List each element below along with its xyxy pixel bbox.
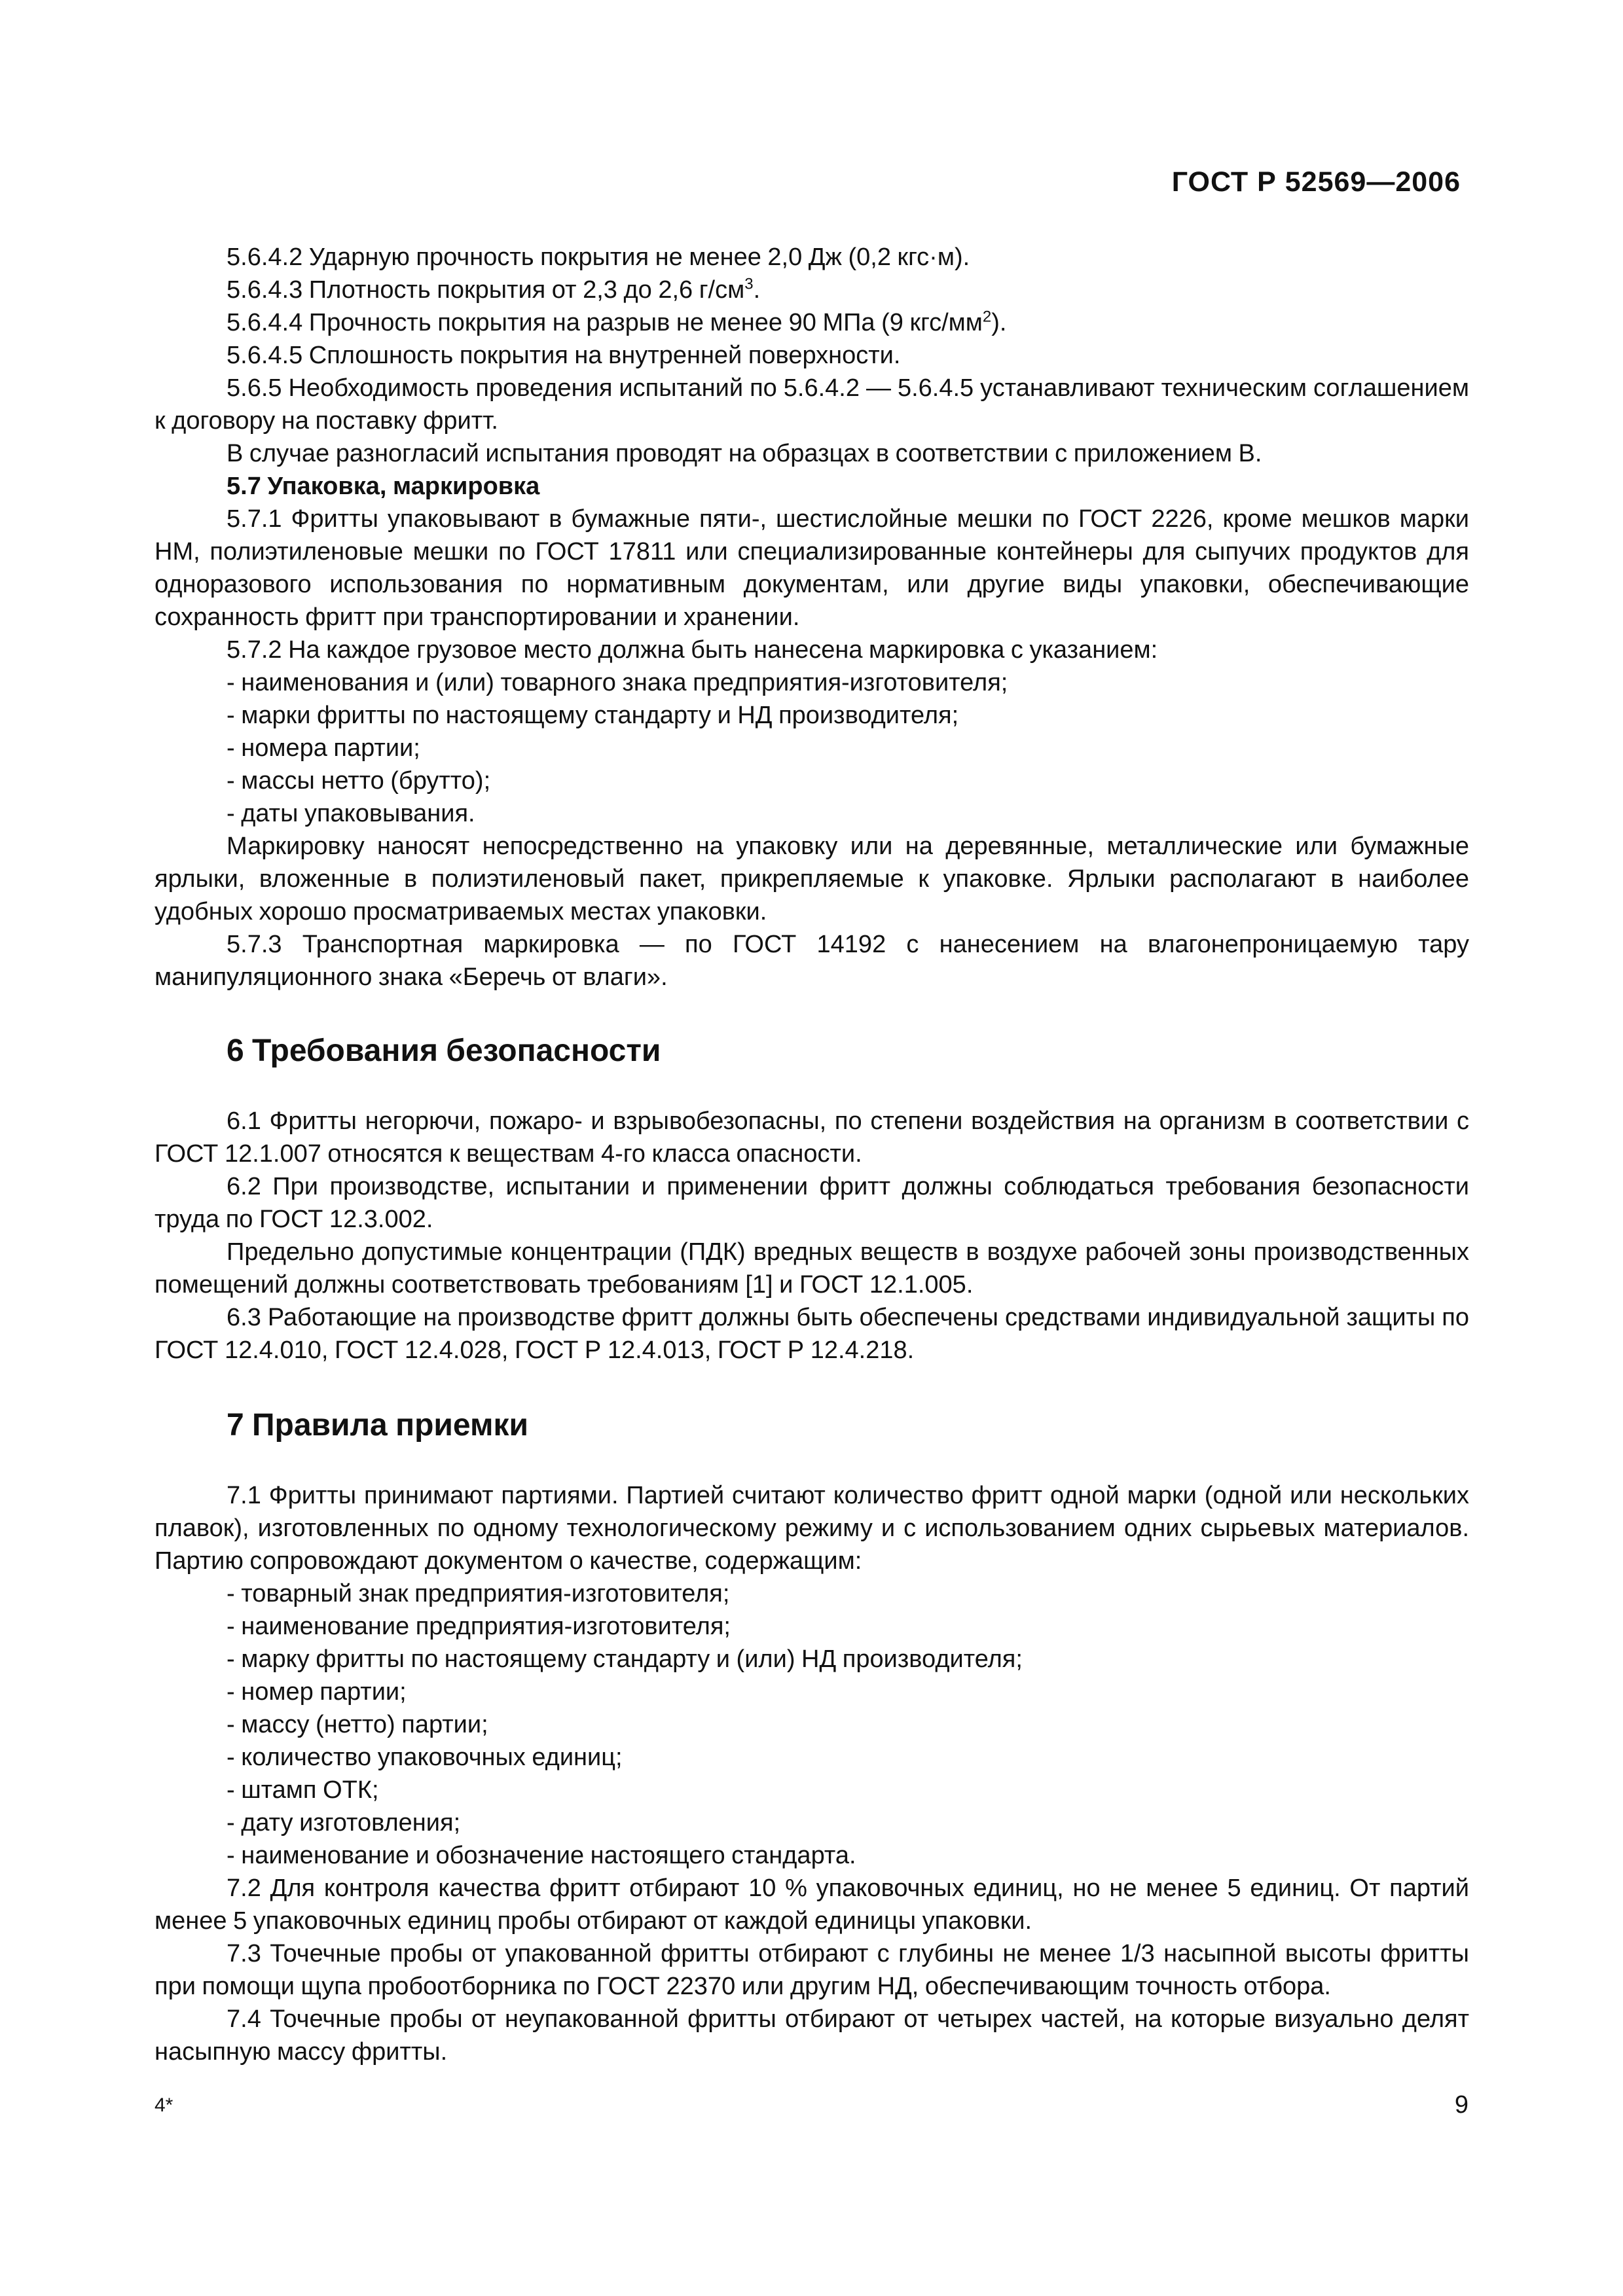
- subsection-title-5-7: 5.7 Упаковка, маркировка: [227, 473, 540, 500]
- list-item: - массы нетто (брутто);: [227, 767, 491, 795]
- superscript: 3: [744, 275, 754, 293]
- document-body: [155, 241, 1469, 2068]
- paragraph-6-2: 6.2 При производстве, испытании и применении фритт должны соблюдаться требования безопасности труда по ГОСТ 12.3.002.: [155, 1173, 1469, 1233]
- section-title-7: 7 Правила приемки: [227, 1408, 529, 1443]
- text: ).: [991, 309, 1007, 336]
- paragraph-5-6-5-note: В случае разногласий испытания проводят на образцах в соответствии с приложением В.: [227, 440, 1262, 467]
- paragraph-5-6-4-2: 5.6.4.2 Ударную прочность покрытия не менее 2,0 Дж (0,2 кгс·м).: [227, 243, 970, 271]
- paragraph-7-2: 7.2 Для контроля качества фритт отбирают 10 % упаковочных единиц, но не менее 5 единиц. От партий менее 5 упаковочных единиц пробы отбирают от каждой единицы упаковки.: [155, 1874, 1469, 1935]
- paragraph-7-4: 7.4 Точечные пробы от неупакованной фритты отбирают от четырех частей, на которые визуально делят насыпную массу фритты.: [155, 2005, 1469, 2066]
- paragraph-5-7-2: 5.7.2 На каждое грузовое место должна быть нанесена маркировка с указанием:: [227, 636, 1158, 664]
- list-item: - наименование и обозначение настоящего стандарта.: [227, 1842, 856, 1869]
- list-item: - номера партии;: [227, 734, 420, 762]
- list-item: - номер партии;: [227, 1678, 407, 1706]
- section-title-6: 6 Требования безопасности: [227, 1033, 661, 1068]
- list-item: - наименования и (или) товарного знака предприятия-изготовителя;: [227, 669, 1008, 696]
- paragraph-5-6-4-5: 5.6.4.5 Сплошность покрытия на внутренней поверхности.: [227, 342, 901, 369]
- paragraph-5-7-2-labels: Маркировку наносят непосредственно на упаковку или на деревянные, металлические или бумажные ярлыки, вложенные в полиэтиленовый пакет, прикрепляемые к упаковке. Ярлыки располагают в наиболее удобных хорошо просматриваемых местах упаковки.: [155, 833, 1469, 925]
- paragraph-5-6-4-4: [155, 306, 1469, 339]
- paragraph-5-6-5: 5.6.5 Необходимость проведения испытаний по 5.6.4.2 — 5.6.4.5 устанавливают техническим соглашением к договору на поставку фритт.: [155, 374, 1469, 435]
- signature-mark: 4*: [155, 2094, 173, 2116]
- list-item: - количество упаковочных единиц;: [227, 1744, 623, 1771]
- list-item: - марки фритты по настоящему стандарту и НД производителя;: [227, 702, 959, 729]
- paragraph-5-7-3: 5.7.3 Транспортная маркировка — по ГОСТ 14192 с нанесением на влагонепроницаемую тару манипуляционного знака «Беречь от влаги».: [155, 931, 1469, 991]
- superscript: 2: [982, 308, 992, 326]
- list-item: - наименование предприятия-изготовителя;: [227, 1613, 731, 1640]
- text: 5.6.4.4 Прочность покрытия на разрыв не менее 90 МПа (9 кгс/мм: [227, 309, 983, 336]
- page-number: 9: [1454, 2091, 1468, 2119]
- paragraph-6-3: 6.3 Работающие на производстве фритт должны быть обеспечены средствами индивидуальной защиты по ГОСТ 12.4.010, ГОСТ 12.4.028, ГОСТ Р 12.4.013, ГОСТ Р 12.4.218.: [155, 1304, 1469, 1364]
- paragraph-6-1: 6.1 Фритты негорючи, пожаро- и взрывобезопасны, по степени воздействия на организм в соответствии с ГОСТ 12.1.007 относятся к веществам 4-го класса опасности.: [155, 1107, 1469, 1168]
- text: .: [753, 276, 761, 304]
- paragraph-6-2-pdk: Предельно допустимые концентрации (ПДК) вредных веществ в воздухе рабочей зоны производственных помещений должны соответствовать требованиям [1] и ГОСТ 12.1.005.: [155, 1238, 1469, 1299]
- text: 5.6.4.3 Плотность покрытия от 2,3 до 2,6 г/см: [227, 276, 745, 304]
- list-item: - дату изготовления;: [227, 1809, 461, 1837]
- paragraph-7-3: 7.3 Точечные пробы от упакованной фритты отбирают с глубины не менее 1/3 насыпной высоты фритты при помощи щупа пробоотборника по ГОСТ 22370 или другим НД, обеспечивающим точность отбора.: [155, 1940, 1469, 2000]
- list-item: - массу (нетто) партии;: [227, 1711, 488, 1738]
- list-item: - товарный знак предприятия-изготовителя;: [227, 1580, 730, 1607]
- list-item: - штамп ОТК;: [227, 1776, 379, 1804]
- paragraph-7-1: 7.1 Фритты принимают партиями. Партией считают количество фритт одной марки (одной или нескольких плавок), изготовленных по одному технологическому режиму и с использованием одних сырьевых материалов. Партию сопровождают документом о качестве, содержащим:: [155, 1482, 1469, 1575]
- paragraph-5-7-1: 5.7.1 Фритты упаковывают в бумажные пяти-, шестислойные мешки по ГОСТ 2226, кроме мешков марки НМ, полиэтиленовые мешки по ГОСТ 17811 или специализированные контейнеры для сыпучих продуктов для одноразового использования по нормативным документам, или другие виды упаковки, обеспечивающие сохранность фритт при транспортировании и хранении.: [155, 505, 1469, 631]
- list-item: - даты упаковывания.: [227, 800, 475, 827]
- list-item: - марку фритты по настоящему стандарту и (или) НД производителя;: [227, 1645, 1023, 1673]
- paragraph-5-6-4-3: [155, 274, 1469, 306]
- document-header: ГОСТ Р 52569—2006: [1171, 166, 1461, 198]
